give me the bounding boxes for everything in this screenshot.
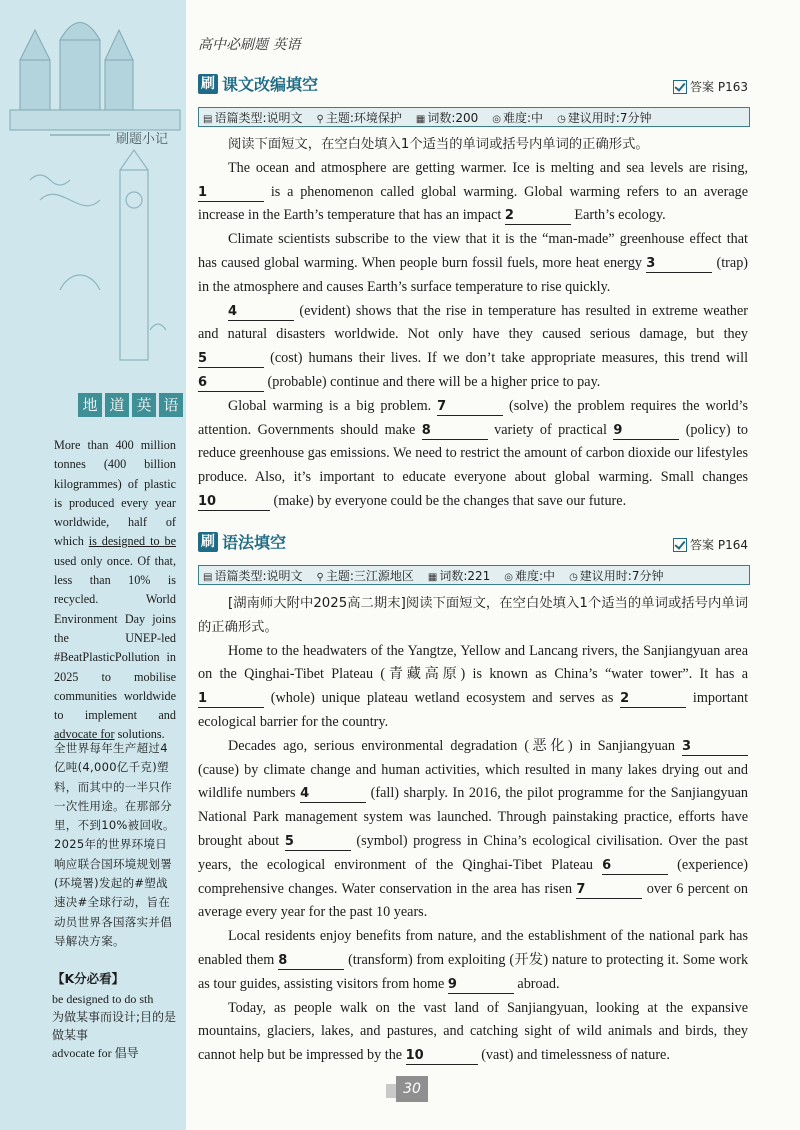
blank-input[interactable]: 10 (198, 494, 270, 511)
info-item: ▤ 语篇类型:说明文 (203, 110, 303, 125)
answer-ref-text: 答案 P163 (690, 80, 748, 94)
paragraph: 4 (evident) shows that the rise in temperature has resulted in extreme weather and natural disasters worldwide. Not only have they caused serious damage, but they 5 (cost) humans their lives. If we don’t take appropriate measures, this trend will 6 (probable) continue and there will be a higher price to pay. (198, 302, 749, 390)
section1-info-bar (198, 107, 750, 127)
badge-char: 英 (132, 393, 156, 417)
checkbox-icon (673, 538, 687, 552)
passage-icon: ▤ (203, 571, 213, 583)
info-item: ▤ 语篇类型:说明文 (203, 568, 303, 583)
blank-input[interactable]: 6 (602, 858, 668, 875)
key-vocab-cn: 倡导 (114, 1046, 139, 1060)
key-vocab-title: 【K分必看】 (52, 971, 125, 986)
wordcount-icon: ▦ (427, 571, 438, 583)
section2-heading: 语法填空 (222, 533, 287, 552)
section-mark: 刷 (198, 532, 218, 552)
blank-input[interactable]: 2 (620, 691, 686, 708)
info-item: ◷ 建议用时:7分钟 (557, 110, 652, 125)
blank-input[interactable]: 1 (198, 185, 264, 202)
section2-passage (198, 592, 748, 1068)
info-item: ▦ 词数:200 (415, 110, 479, 125)
clock-icon: ◷ (569, 571, 578, 583)
section1-answer-ref[interactable] (673, 78, 748, 95)
sidebar-english-text: More than 400 million tonnes (400 billion kilogrammes) of plastic is produced every year worldwide, half of which is designed to be used only once. Of that, less than 10% is recycled. World Environment Day joins the UNEP-led #BeatPlasticPollution in 2025 to mobilise communities worldwide to implement and advocate for solutions. (54, 438, 176, 742)
blank-input[interactable]: 4 (228, 304, 294, 321)
paragraph: The ocean and atmosphere are getting warmer. Ice is melting and sea levels are rising, 1 is a phenomenon called global warming. Global warming refers to an average increase in the Earth’s temperature that has an impact 2 Earth’s ecology. (198, 159, 749, 224)
wordcount-icon: ▦ (415, 113, 426, 125)
paragraph: Local residents enjoy benefits from nature, and the establishment of the national park has enabled them 8 (transform) from exploiting (开发) nature to protecting it. Some work as tour guides, assisting visitors from home 9 abroad. (198, 928, 749, 992)
vocab-underline: advocate for (54, 727, 115, 742)
blank-input[interactable]: 7 (437, 399, 503, 416)
info-item: ⚲ 主题:环境保护 (316, 110, 402, 125)
blank-input[interactable]: 6 (198, 375, 264, 392)
info-item: ◷ 建议用时:7分钟 (569, 568, 664, 583)
difficulty-icon: ◎ (504, 571, 514, 583)
section-mark: 刷 (198, 74, 218, 94)
sidebar (0, 0, 186, 1130)
blank-input[interactable]: 9 (448, 977, 514, 994)
blank-input[interactable]: 10 (406, 1048, 478, 1065)
sidebar-kicker: 刷题小记 (116, 132, 169, 147)
blank-input[interactable]: 4 (300, 786, 366, 803)
blank-input[interactable]: 3 (646, 256, 712, 273)
page-number: 30 (396, 1076, 428, 1102)
topic-icon: ⚲ (316, 571, 324, 583)
clock-icon: ◷ (557, 113, 566, 125)
section1-passage (198, 133, 748, 514)
instruction: 阅读下面短文，在空白处填入1个适当的单词或括号内单词的正确形式。 (228, 137, 649, 152)
blank-input[interactable]: 5 (285, 834, 351, 851)
sidebar-chinese-text: 全世界每年生产超过4亿吨(4,000亿千克)塑料，而其中的一半只作一次性用途。在那部分里，不到10%被回收。2025年的世界环境日响应联合国环境规划署(环境署)发起的#塑战速决#全球行动，旨在动员世界各国落实并倡导解决方案。 (54, 741, 175, 948)
blank-input[interactable]: 9 (613, 423, 679, 440)
paragraph: Home to the headwaters of the Yangtze, Yellow and Lancang rivers, the Sanjiangyuan area on the Qinghai-Tibet Plateau (青藏高原) is known as China’s “water tower”. It has a 1 (whole) unique plateau wetland ecosystem and serves as 2 important ecological barrier for the country. (198, 642, 749, 730)
paragraph: Decades ago, serious environmental degradation (恶化) in Sanjiangyuan 3 (cause) by climate change and human activities, which resulted in many lakes drying out and wildlife numbers 4 (fall) sharply. In 2016, the pilot programme for the Sanjiangyuan National Park management system was launched. Through painstaking practice, efforts have brought about 5 (symbol) progress in China’s ecological civilisation. Over the past years, the ecological environment of the Qinghai-Tibet Plateau 6 (experience) comprehensive changes. Water conservation in the area has risen 7 over 6 percent on average every year for the past 10 years. (198, 737, 749, 921)
difficulty-icon: ◎ (492, 113, 502, 125)
instruction: [湖南师大附中2025高二期末]阅读下面短文，在空白处填入1个适当的单词或括号内单词的正确形式。 (198, 596, 748, 635)
paragraph: Climate scientists subscribe to the view that it is the “man-made” greenhouse effect that has caused global warming. When people burn fossil fuels, more heat energy 3 (trap) in the atmosphere and causes Earth’s surface temperature to rise quickly. (198, 231, 749, 295)
answer-ref-text: 答案 P164 (690, 538, 748, 552)
info-item: ◎ 难度:中 (492, 110, 544, 125)
key-vocab-en: be designed to do sth (52, 992, 154, 1006)
page-number-box (386, 1076, 428, 1104)
key-vocab-en: advocate for (52, 1046, 112, 1060)
section2-title (198, 530, 286, 553)
info-item: ◎ 难度:中 (504, 568, 556, 583)
blank-input[interactable]: 8 (278, 953, 344, 970)
paragraph: Global warming is a big problem. 7 (solve) the problem requires the world’s attention. Governments should make 8 variety of practical 9 (policy) to reduce greenhouse gas emissions. We need to restrict the amount of carbon dioxide our lifestyles produce. Also, it’s important to educate everyone about global warming. Small changes 10 (make) by everyone could be the changes that save our future. (198, 397, 749, 509)
topic-icon: ⚲ (316, 113, 324, 125)
page-header: 高中必刷题 英语 (198, 37, 301, 53)
section1-heading: 课文改编填空 (222, 75, 319, 94)
badge-char: 语 (159, 393, 183, 417)
blank-input[interactable]: 1 (198, 691, 264, 708)
badge-char: 道 (105, 393, 129, 417)
passage-icon: ▤ (203, 113, 213, 125)
blank-input[interactable]: 2 (505, 208, 571, 225)
section2-answer-ref[interactable] (673, 536, 748, 553)
info-item: ▦ 词数:221 (427, 568, 491, 583)
blank-input[interactable]: 3 (682, 739, 748, 756)
vocab-underline: is designed to be (88, 534, 176, 549)
castle-sketch-illustration (0, 0, 186, 390)
blank-input[interactable]: 7 (576, 882, 642, 899)
key-vocab-box (52, 970, 182, 1062)
info-item: ⚲ 主题:三江源地区 (316, 568, 414, 583)
section2-info-bar (198, 565, 750, 585)
sidebar-badge (78, 393, 183, 417)
blank-input[interactable]: 8 (422, 423, 488, 440)
checkbox-icon (673, 80, 687, 94)
badge-char: 地 (78, 393, 102, 417)
section1-title (198, 72, 318, 95)
key-vocab-cn: 为做某事而设计;目的是做某事 (52, 1010, 177, 1042)
blank-input[interactable]: 5 (198, 351, 264, 368)
paragraph: Today, as people walk on the vast land of Sanjiangyuan, looking at the expansive mountains, glaciers, lakes, and pastures, and catching sight of wild animals and birds, they cannot help but be impressed by the 10 (vast) and timelessness of nature. (198, 999, 748, 1064)
